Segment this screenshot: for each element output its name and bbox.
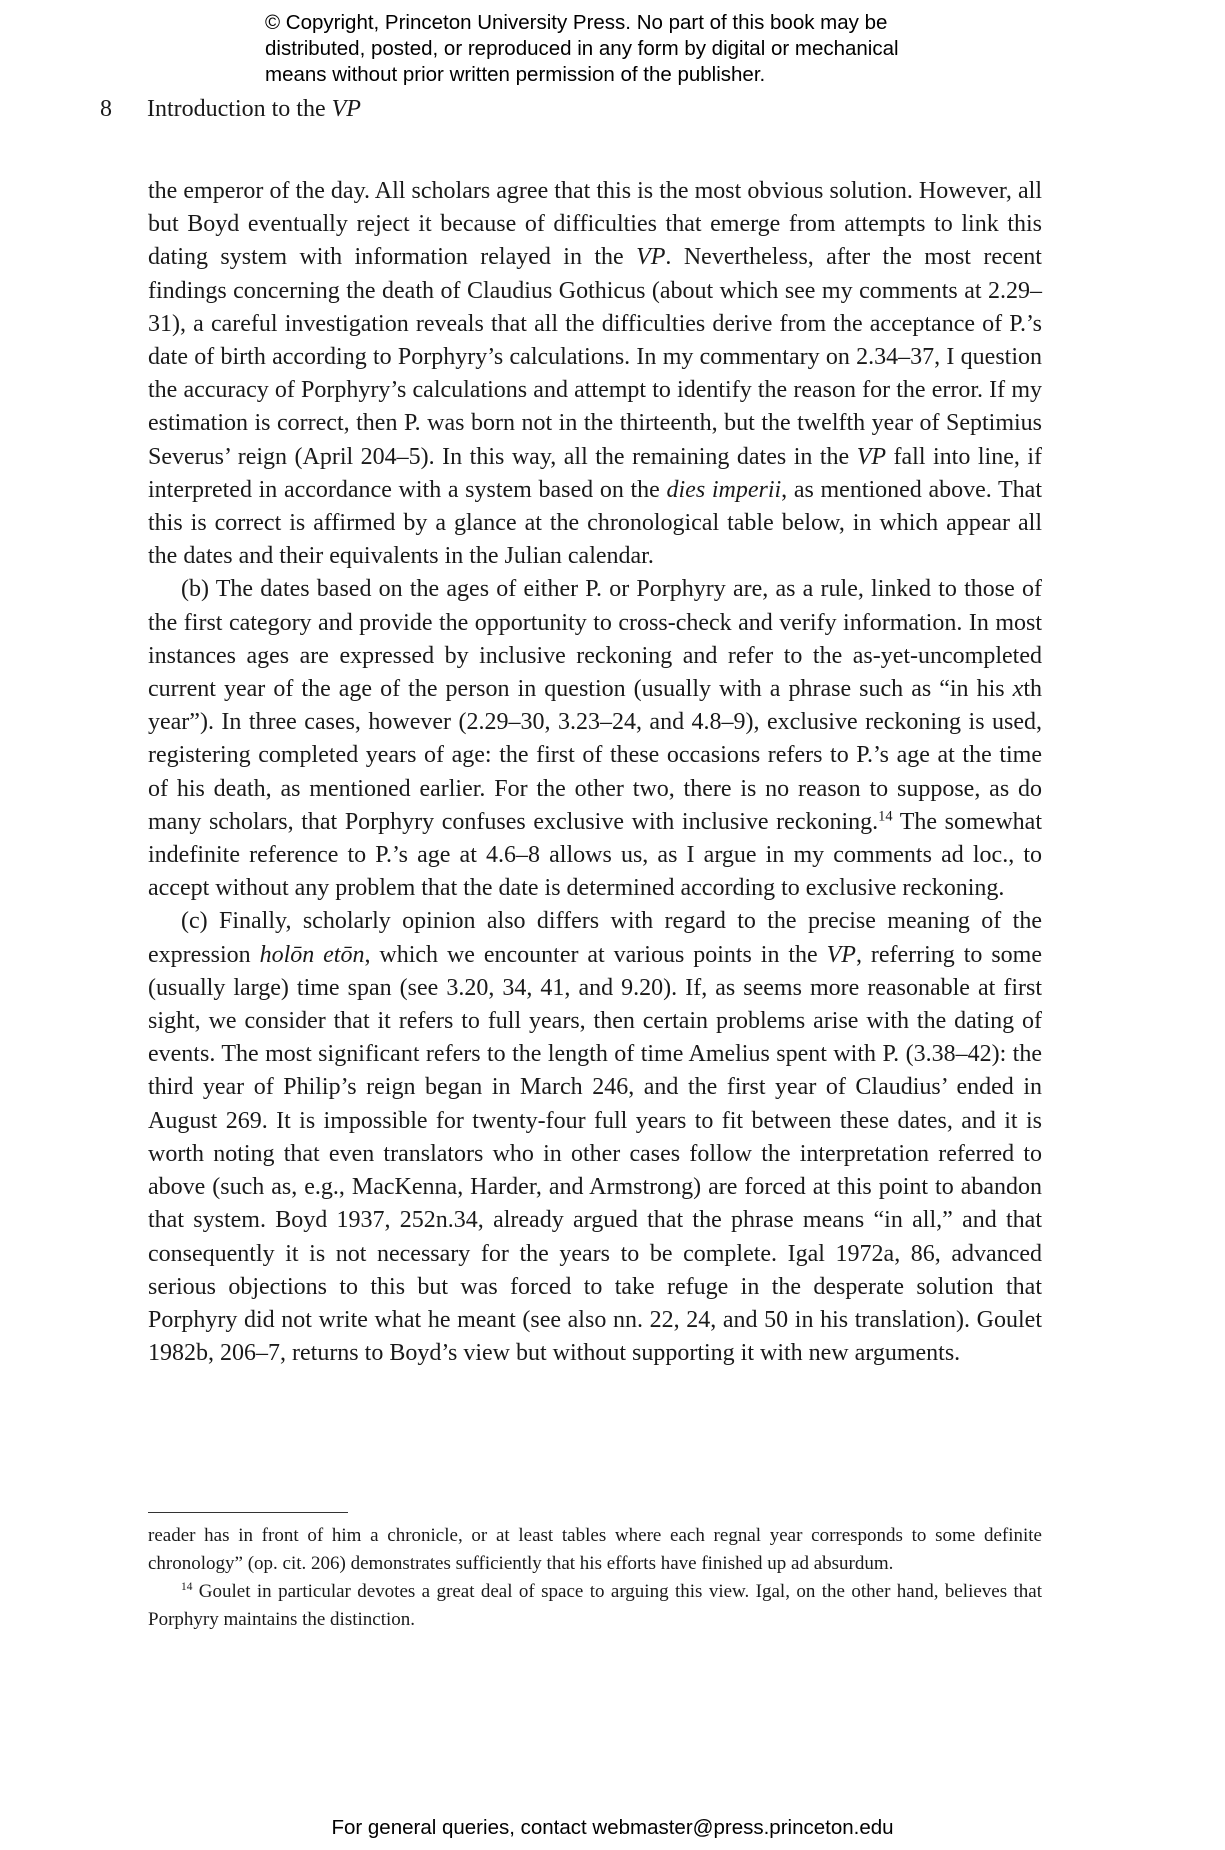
footnote-divider — [148, 1512, 348, 1513]
footnote-continued: reader has in front of him a chronicle, or at least tables where each regnal year corresponds to some definite chronology” (op. cit. 206) demonstrates sufficiently that his efforts have finished up ad absurdum. — [148, 1525, 1042, 1574]
paragraph-1 — [148, 175, 1042, 573]
italic-run: dies imperii — [666, 476, 782, 503]
body-text — [148, 175, 1042, 1370]
italic-run: VP — [826, 941, 856, 968]
running-head — [100, 96, 361, 123]
footnote-number: 14 — [181, 1581, 193, 1594]
footnotes — [148, 1522, 1042, 1634]
footnote-14 — [148, 1578, 1042, 1634]
footnote-text: Goulet in particular devotes a great deal of space to arguing this view. Igal, on the other hand, believes that Porphyry maintains the distinction. — [148, 1581, 1042, 1630]
running-head-title: Introduction to the — [147, 96, 326, 122]
text-run: , which we encounter at various points in the — [364, 941, 827, 968]
text-run: , referring to some (usually large) time span (see 3.20, 34, 41, and 9.20). If, as seems more reasonable at first sight, we consider that it refers to full years, then certain problems arise with the dating of events. The most significant refers to the length of time Amelius spent with P. (3.38–42): the third year of Philip’s reign began in March 246, and the first year of Claudius’ ended in August 269. It is impossible for twenty-four full years to fit between these dates, and it is worth noting that even translators who in other cases follow the interpretation referred to above (such as, e.g., MacKenna, Harder, and Armstrong) are forced at this point to abandon that system. Boyd 1937, 252n.34, already argued that the phrase means “in all,” and that consequently it is not necessary for the years to be complete. Igal 1972a, 86, advanced serious objections to this but was forced to take refuge in the desperate solution that Porphyry did not write what he meant (see also nn. 22, 24, and 50 in his translation). Goulet 1982b, 206–7, returns to Boyd’s view but without supporting it with new arguments. — [148, 941, 1042, 1367]
paragraph-2 — [148, 573, 1042, 905]
copyright-line-3: means without prior written permission of the publisher. — [265, 63, 766, 86]
copyright-line-2: distributed, posted, or reproduced in any form by digital or mechanical — [265, 37, 899, 60]
italic-run: VP — [856, 443, 887, 470]
italic-run: x — [1012, 676, 1024, 703]
footer-contact: For general queries, contact webmaster@press.princeton.edu — [331, 1816, 894, 1839]
copyright-line-1: © Copyright, Princeton University Press. No part of this book may be — [265, 11, 888, 34]
text-run: The somewhat indefinite reference to P.’s age at 4.6–8 allows us, as I argue in my comments ad loc., to accept without any problem that the date is determined according to exclusive reckoning. — [148, 808, 1042, 902]
italic-run: holōn etōn — [259, 941, 365, 968]
paragraph-3 — [148, 905, 1042, 1370]
text-run: th year”). In three cases, however (2.29–30, 3.23–24, and 4.8–9), exclusive reckoning is used, registering completed years of age: the first of these occasions refers to P.’s age at the time of his death, as mentioned earlier. For the other two, there is no reason to suppose, as do many scholars, that Porphyry confuses exclusive with inclusive reckoning. — [148, 676, 1042, 835]
italic-run: VP — [636, 244, 666, 271]
text-run: (b) The dates based on the ages of either P. or Porphyry are, as a rule, linked to those of the first category and provide the opportunity to cross-check and verify information. In most instances ages are expressed by inclusive reckoning and refer to the as-yet-uncompleted current year of the age of the person in question (usually with a phrase such as “in his — [148, 576, 1042, 703]
page-number: 8 — [100, 96, 112, 122]
text-run: the emperor of the day. All scholars agree that this is the most obvious solution. However, all but Boyd eventually reject it because of difficulties that emerge from attempts to link this dating system with information relayed in the — [148, 178, 1042, 271]
footnote-ref-14[interactable]: 14 — [878, 808, 893, 825]
text-run: (c) Finally, scholarly opinion also differs with regard to the precise meaning of the expression — [148, 908, 1042, 968]
copyright-notice — [265, 10, 1025, 88]
text-run: , as mentioned above. That this is correct is affirmed by a glance at the chronological table below, in which appear all the dates and their equivalents in the Julian calendar. — [148, 476, 1042, 570]
running-head-title-italic: VP — [331, 96, 361, 122]
text-run: fall into line, if interpreted in accordance with a system based on the — [148, 443, 1043, 503]
text-run: . Nevertheless, after the most recent findings concerning the death of Claudius Gothicus (about which see my comments at 2.29–31), a careful investigation reveals that all the difficulties derive from the acceptance of P.’s date of birth according to Porphyry’s calculations. In my commentary on 2.34–37, I question the accuracy of Porphyry’s calculations and attempt to identify the reason for the error. If my estimation is correct, then P. was born not in the thirteenth, but the twelfth year of Septimius Severus’ reign (April 204–5). In this way, all the remaining dates in the — [148, 244, 1042, 470]
